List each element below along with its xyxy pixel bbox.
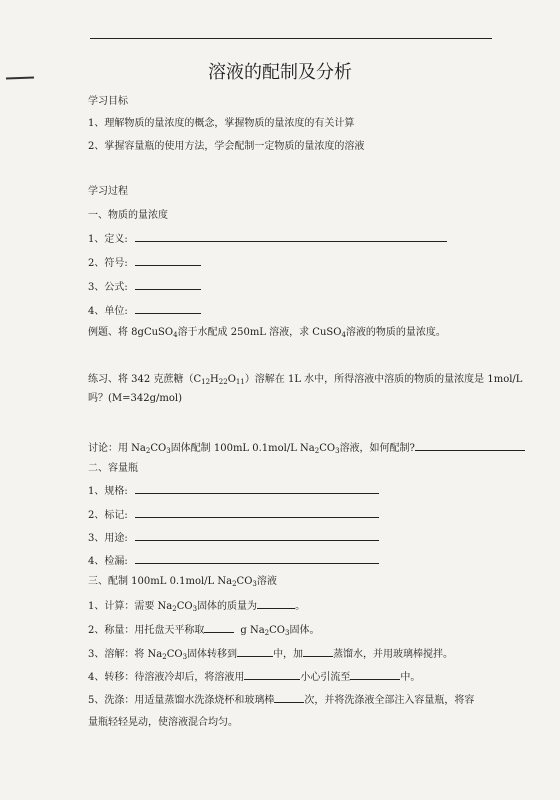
discussion-blank[interactable] — [415, 441, 525, 451]
discussion-text-3: 溶液，如何配制? — [339, 443, 415, 454]
step2-sub-1: 2 — [264, 629, 270, 637]
unit-item — [88, 304, 201, 318]
step5-text-1: 5、洗涤：用适量蒸馏水洗涤烧杯和玻璃棒 — [88, 695, 275, 706]
step3-text-4: 蒸馏水，并用玻璃棒搅拌。 — [333, 649, 454, 660]
section3-co: CO — [236, 576, 253, 587]
unit-blank[interactable] — [135, 304, 201, 314]
exercise-sub-o: 11 — [235, 378, 245, 386]
definition-label: 1、定义: — [88, 234, 128, 245]
section3-sub-2: 3 — [252, 580, 257, 588]
page-title: 溶液的配制及分析 — [208, 62, 352, 83]
step1-sub-2: 3 — [192, 605, 198, 613]
symbol-blank[interactable] — [135, 256, 201, 266]
use-blank[interactable] — [135, 531, 379, 541]
unit-label: 4、单位: — [88, 306, 128, 317]
formula-blank[interactable] — [135, 280, 201, 290]
step4-blank-1[interactable] — [244, 670, 300, 680]
step4-text-3: 中。 — [400, 672, 421, 683]
example-question — [88, 327, 446, 341]
exercise-o: O — [227, 374, 236, 385]
step3-text-2: 固体转移到 — [187, 649, 238, 660]
objectives-heading: 学习目标 — [88, 96, 128, 107]
section3-text-2: 溶液 — [256, 576, 277, 587]
example-text-2: 溶于水配成 250mL 溶液，求 CuSO — [177, 327, 342, 338]
section3-text-1: 三、配制 100mL 0.1mol/L Na — [88, 576, 233, 587]
step3-sub-1: 2 — [162, 653, 167, 661]
step3-text-3: 中，加 — [273, 649, 304, 660]
discussion-co-1: CO — [150, 443, 167, 454]
definition-item — [88, 232, 447, 246]
section3-sub-1: 2 — [232, 580, 237, 588]
step2-co: CO — [269, 625, 285, 636]
step2-blank[interactable] — [204, 623, 234, 633]
step4-text-1: 4、转移：待溶液冷却后，将溶液用 — [88, 672, 245, 683]
step-weigh — [88, 623, 319, 639]
step-wash-line-1 — [88, 693, 474, 707]
formula-label: 3、公式: — [88, 282, 128, 293]
step-dissolve — [88, 647, 453, 663]
step2-text-2: g Na — [240, 625, 265, 636]
step5-text-2: 次，并将洗涤液全部注入容量瓶，将容 — [304, 695, 475, 706]
step1-sub-1: 2 — [172, 605, 177, 613]
step1-blank[interactable] — [257, 599, 295, 609]
exercise-sub-c: 12 — [201, 378, 211, 386]
example-sub-2: 4 — [341, 331, 346, 339]
step3-blank-2[interactable] — [303, 647, 333, 657]
mark-item — [88, 508, 379, 522]
step1-text-2: 固体的质量为 — [197, 601, 258, 612]
exercise-text-2: ）溶解在 1L 水中，所得溶液中溶质的物质的量浓度是 1mol/L — [244, 374, 523, 385]
discussion-text-2: 固体配制 100mL 0.1mol/L Na — [170, 443, 315, 454]
discussion-sub-4: 3 — [335, 447, 340, 455]
step3-sub-2: 3 — [182, 653, 188, 661]
exercise-text-1: 练习、将 342 克蔗糖（C — [88, 374, 202, 385]
objective-1: 1、理解物质的量浓度的概念，掌握物质的量浓度的有关计算 — [88, 118, 355, 129]
discussion-sub-2: 3 — [166, 447, 171, 455]
step2-text-1: 2、称量：用托盘天平称取 — [88, 625, 205, 636]
discussion-question — [88, 441, 525, 457]
discussion-sub-3: 2 — [314, 447, 320, 455]
mark-blank[interactable] — [135, 508, 379, 518]
step4-text-2: 小心引流至 — [300, 672, 351, 683]
spec-item — [88, 484, 379, 498]
section1-heading: 一、物质的量浓度 — [88, 210, 168, 221]
step3-co: CO — [166, 649, 183, 660]
leak-blank[interactable] — [135, 554, 379, 564]
symbol-item — [88, 256, 201, 270]
section3-heading — [88, 576, 277, 590]
step-transfer — [88, 670, 420, 684]
use-item — [88, 531, 379, 545]
leak-label: 4、检漏: — [88, 556, 128, 567]
exercise-line-1 — [88, 374, 522, 388]
discussion-co-2: CO — [319, 443, 336, 454]
example-sub-1: 4 — [173, 331, 178, 339]
spec-blank[interactable] — [135, 484, 379, 494]
section2-heading: 二、容量瓶 — [88, 463, 138, 474]
formula-item — [88, 280, 201, 294]
step1-co: CO — [176, 601, 193, 612]
step2-sub-2: 3 — [285, 629, 290, 637]
step2-text-3: 固体。 — [289, 625, 320, 636]
header-rule — [90, 38, 492, 39]
example-text-3: 溶液的物质的量浓度。 — [345, 327, 446, 338]
symbol-label: 2、符号: — [88, 258, 128, 269]
process-heading: 学习过程 — [88, 186, 128, 197]
exercise-h: H — [210, 374, 219, 385]
step4-blank-2[interactable] — [350, 670, 400, 680]
step1-text-1: 1、计算：需要 Na — [88, 601, 173, 612]
exercise-sub-h: 22 — [218, 378, 228, 386]
use-label: 3、用途: — [88, 533, 128, 544]
step5-blank[interactable] — [274, 693, 304, 703]
discussion-sub-1: 2 — [145, 447, 151, 455]
leak-item — [88, 554, 379, 568]
step1-end: 。 — [295, 601, 306, 612]
definition-blank[interactable] — [135, 232, 447, 242]
discussion-text-1: 讨论：用 Na — [88, 443, 146, 454]
step-wash-line-2: 量瓶轻轻晃动，使溶液混合均匀。 — [88, 717, 238, 728]
step-calculate — [88, 599, 305, 615]
spec-label: 1、规格: — [88, 486, 128, 497]
mark-label: 2、标记: — [88, 510, 128, 521]
example-text-1: 例题、将 8gCuSO — [88, 327, 174, 338]
step3-text-1: 3、溶解：将 Na — [88, 649, 163, 660]
step3-blank-1[interactable] — [237, 647, 273, 657]
exercise-line-2: 吗？(M=342g/mol) — [88, 393, 182, 404]
objective-2: 2、掌握容量瓶的使用方法，学会配制一定物质的量浓度的溶液 — [88, 141, 365, 152]
